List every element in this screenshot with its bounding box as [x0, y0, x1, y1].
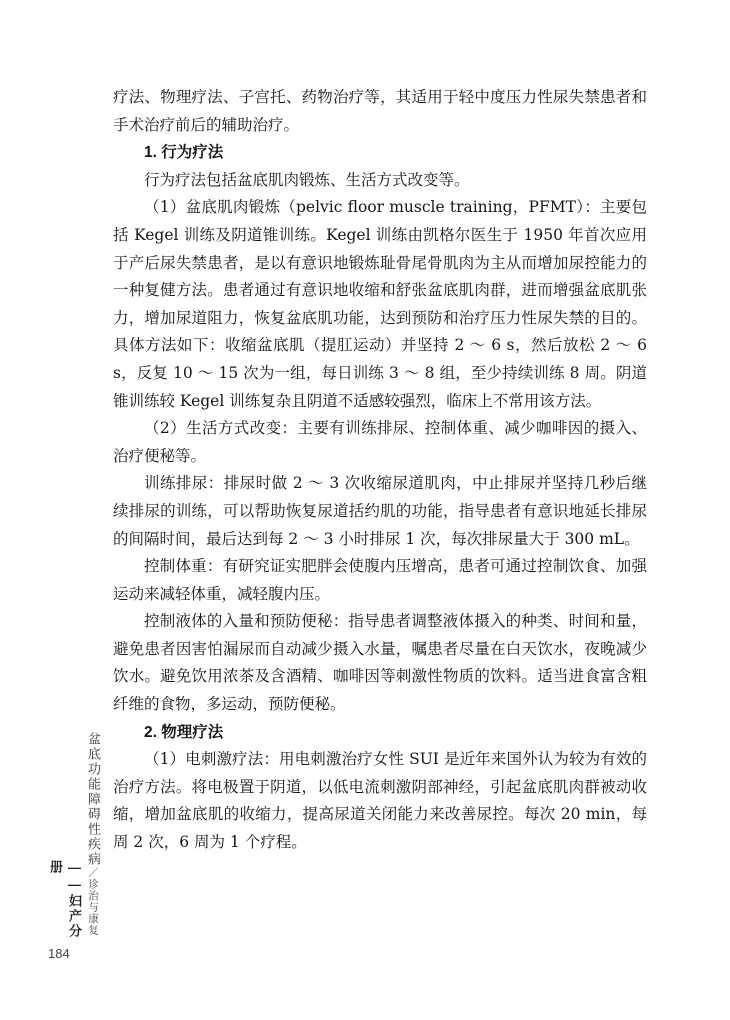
section-heading-behavior-therapy: 1. 行为疗法: [144, 144, 224, 162]
paragraph: 训练排尿：排尿时做 2 ～ 3 次收缩尿道肌肉，中止排尿并坚持几秒后继续排尿的训练，可以帮助恢复尿道括约肌的功能，指导患者有意识地延长排尿的间隔时间，最后达到每 2 ～ 3 小时排尿 1 次，每次排尿量大于 300 mL。: [113, 474, 647, 548]
series-name: 妇产分册: [48, 860, 82, 939]
paragraph: 控制液体的入量和预防便秘：指导患者调整液体摄入的种类、时间和量，避免患者因害怕漏尿而自动减少摄入水量，嘱患者尽量在白天饮水，夜晚减少饮水。避免饮用浓茶及含酒精、咖啡因等刺激性物质的饮料。适当进食富含粗纤维的食物，多运动，预防便秘。: [113, 612, 647, 714]
book-title-column: [84, 732, 103, 952]
series-dash: ——: [67, 860, 82, 894]
paragraph: （1）电刺激疗法：用电刺激治疗女性 SUI 是近年来国外认为较为有效的治疗方法。将电极置于阴道，以低电流刺激阴部神经，引起盆底肌肉群被动收缩，增加盆底肌的收缩力，提高尿道关闭能力来改善尿控。每次 20 min，每周 2 次，6 周为 1 个疗程。: [113, 750, 647, 852]
paragraph: 控制体重：有研究证实肥胖会使腹内压增高，患者可通过控制饮食、加强运动来减轻体重，减轻腹内压。: [113, 557, 647, 603]
page-number: 184: [48, 946, 70, 961]
book-title: 盆底功能障碍性疾病: [86, 732, 101, 867]
section-heading-physical-therapy: 2. 物理疗法: [144, 723, 224, 741]
paragraph: （1）盆底肌肉锻炼（pelvic floor muscle training，PFMT）：主要包括 Kegel 训练及阴道锥训练。Kegel 训练由凯格尔医生于 1950 年首次应用于产后尿失禁患者，是以有意识地锻炼耻骨尾骨肌肉为主从而增加尿控能力的一种复健方法。患者通过有意识地收缩和舒张盆底肌肉群，进而增强盆底肌张力，增加尿道阻力，恢复盆底肌功能，达到预防和治疗压力性尿失禁的目的。具体方法如下：收缩盆底肌（提肛运动）并坚持 2 ～ 6 s，然后放松 2 ～ 6 s，反复 10 ～ 15 次为一组，每日训练 3 ～ 8 组，至少持续训练 8 周。阴道锥训练较 Kegel 训练复杂且阴道不适感较强烈，临床上不常用该方法。: [113, 198, 647, 410]
paragraph: （2）生活方式改变：主要有训练排尿、控制体重、减少咖啡因的摄入、治疗便秘等。: [113, 419, 647, 465]
series-column: [46, 732, 84, 952]
paragraph-continuation: 疗法、物理疗法、子宫托、药物治疗等，其适用于轻中度压力性尿失禁患者和手术治疗前后的辅助治疗。: [113, 88, 647, 134]
title-separator: ／: [87, 867, 99, 879]
main-text-block: [113, 84, 647, 857]
paragraph: 行为疗法包括盆底肌肉锻炼、生活方式改变等。: [144, 170, 470, 189]
book-subtitle: 诊治与康复: [87, 878, 99, 936]
book-spine-text: [46, 732, 103, 952]
